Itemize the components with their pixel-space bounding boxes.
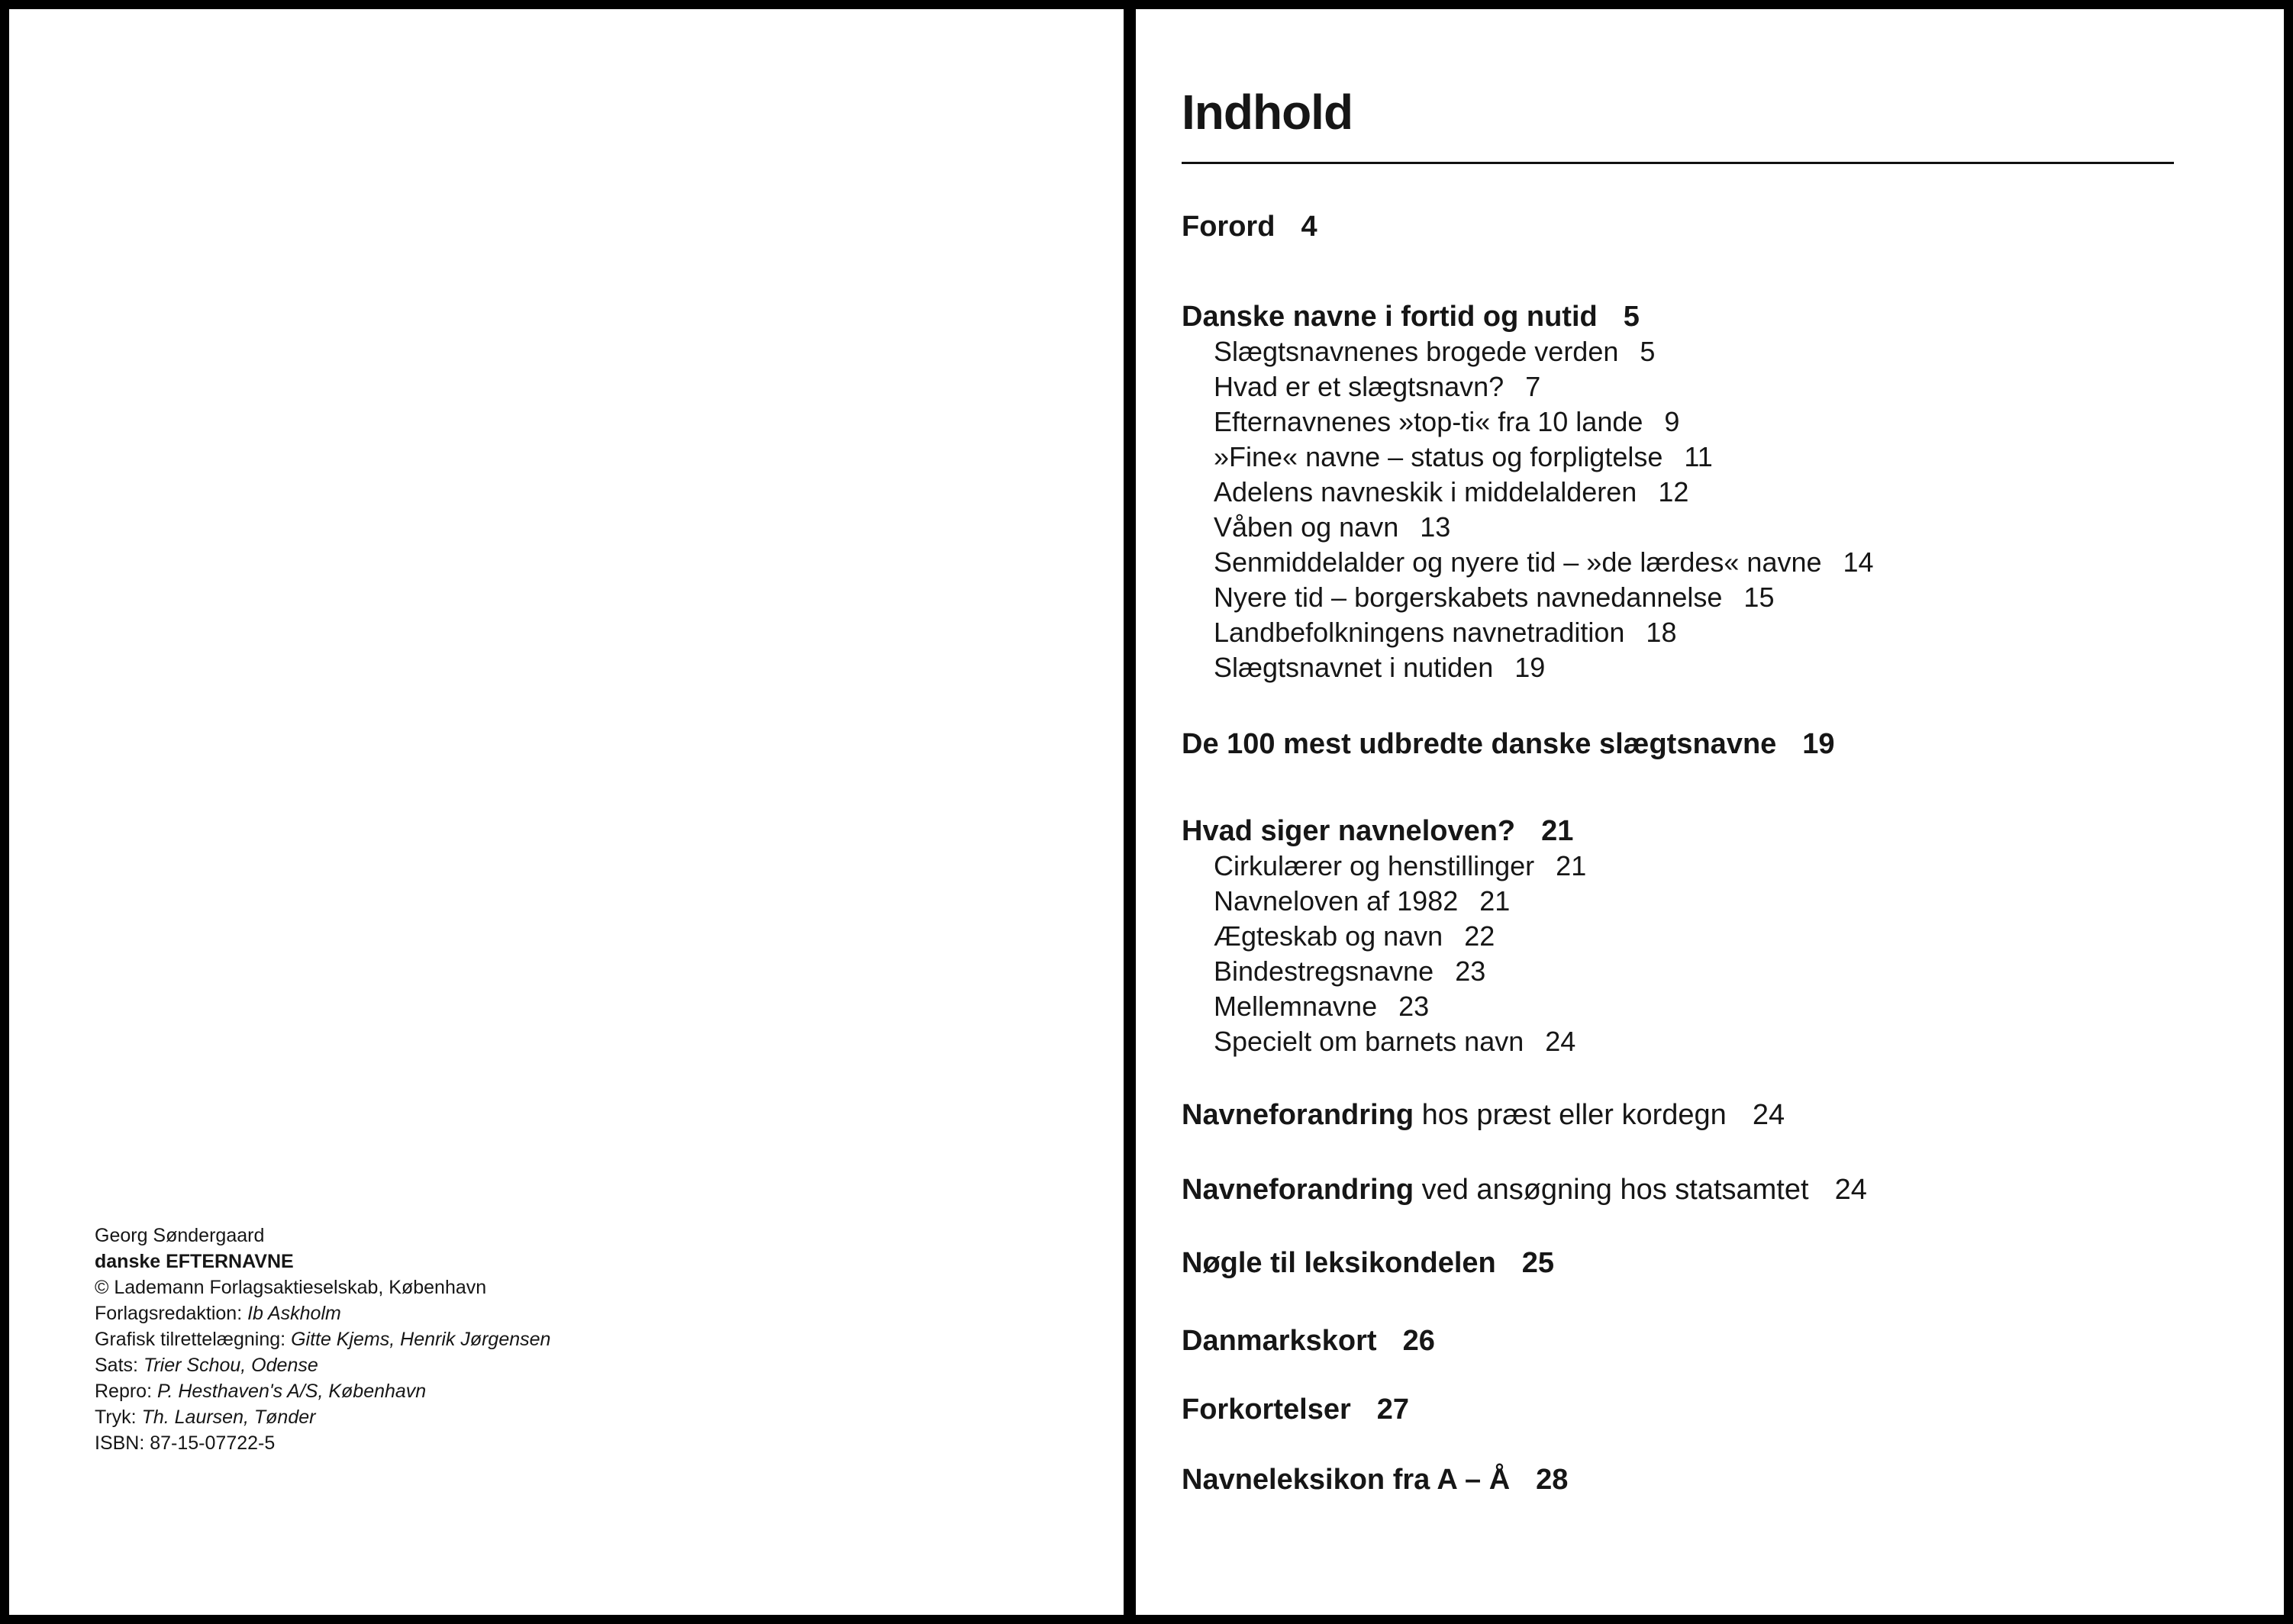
toc-subsection-page: 19 [1514, 652, 1546, 683]
colophon-copyright: © Lademann Forlagsaktieselskab, København [95, 1277, 487, 1298]
toc-section-page: 5 [1623, 301, 1640, 333]
toc-section-page: 26 [1402, 1325, 1435, 1357]
toc-section-title: Navneforandring [1182, 1174, 1414, 1206]
right-page [1136, 9, 2284, 1615]
toc-subsection [1214, 475, 1874, 510]
colophon-sats-label: Sats: [95, 1355, 138, 1376]
toc-section-title: Navneforandring [1182, 1099, 1414, 1131]
toc-subsection-list [1214, 849, 1586, 1059]
colophon-sats [95, 1352, 550, 1378]
toc-section-page: 25 [1521, 1247, 1555, 1279]
toc-subsection-title: Adelens navneskik i middelalderen [1214, 476, 1637, 508]
toc-section-title-rest: ved ansøgning hos statsamtet [1421, 1174, 1809, 1206]
toc-subsection-page: 14 [1843, 546, 1874, 578]
toc-subsection [1214, 919, 1586, 954]
toc-section-page: 24 [1752, 1099, 1785, 1131]
toc-subsection [1214, 989, 1586, 1024]
toc-subsection-title: »Fine« navne – status og forpligtelse [1214, 441, 1663, 472]
toc-section-title: De 100 mest udbredte danske slægtsnavne [1182, 728, 1777, 760]
toc-section-page: 4 [1301, 211, 1317, 243]
colophon-editor-value: Ib Askholm [247, 1303, 341, 1324]
toc-subsection-title: Mellemnavne [1214, 991, 1378, 1022]
toc-subsection-title: Bindestregsnavne [1214, 955, 1434, 987]
toc-section-100-mest [1182, 727, 1835, 762]
colophon-title: danske EFTERNAVNE [95, 1251, 294, 1272]
toc-section-page: 24 [1834, 1174, 1867, 1206]
toc-section-title: Navneleksikon fra A – Å [1182, 1464, 1511, 1496]
toc-subsection-title: Hvad er et slægtsnavn? [1214, 371, 1504, 402]
toc-section-title: Danske navne i fortid og nutid [1182, 301, 1598, 333]
toc-section-title: Forkortelser [1182, 1394, 1351, 1426]
toc-subsection-page: 5 [1640, 336, 1656, 367]
toc-subsection-title: Slægtsnavnet i nutiden [1214, 652, 1494, 683]
toc-heading-rule [1182, 162, 2174, 164]
toc-section-navneleksikon [1182, 1462, 1568, 1497]
toc-subsection-page: 12 [1658, 476, 1689, 508]
colophon-tryk-value: Th. Laursen, Tønder [141, 1406, 316, 1428]
toc-section-title: Nøgle til leksikondelen [1182, 1247, 1496, 1279]
toc-section-danmarkskort [1182, 1323, 1435, 1358]
toc-subsection-page: 11 [1684, 441, 1713, 472]
toc-subsection-page: 24 [1545, 1026, 1576, 1057]
colophon-repro-label: Repro: [95, 1381, 153, 1402]
toc-subsection-page: 21 [1479, 885, 1511, 917]
toc-subsection [1214, 1024, 1586, 1059]
colophon-author: Georg Søndergaard [95, 1225, 265, 1246]
toc-subsection [1214, 334, 1874, 369]
colophon-repro-value: P. Hesthaven's A/S, København [157, 1381, 427, 1402]
colophon [95, 1223, 550, 1456]
toc-subsection [1214, 369, 1874, 404]
toc-subsection-page: 23 [1398, 991, 1430, 1022]
toc-section-title-rest: hos præst eller kordegn [1421, 1099, 1727, 1131]
toc-subsection-title: Nyere tid – borgerskabets navnedannelse [1214, 582, 1723, 613]
toc-subsection [1214, 510, 1874, 545]
colophon-design-value: Gitte Kjems, Henrik Jørgensen [291, 1329, 551, 1350]
toc-heading: Indhold [1182, 85, 1353, 140]
toc-subsection-page: 13 [1420, 511, 1451, 543]
toc-subsection-title: Cirkulærer og henstillinger [1214, 850, 1535, 881]
toc-subsection-page: 18 [1646, 617, 1677, 648]
toc-subsection-title: Senmiddelalder og nyere tid – »de lærdes« navne [1214, 546, 1822, 578]
toc-subsection [1214, 884, 1586, 919]
toc-section-page: 27 [1376, 1394, 1410, 1426]
toc-subsection-page: 21 [1556, 850, 1587, 881]
toc-section-noegle [1182, 1245, 1554, 1281]
colophon-tryk-label: Tryk: [95, 1406, 137, 1428]
toc-section-navneforandring-praest [1182, 1097, 1785, 1133]
toc-subsection-page: 23 [1455, 955, 1486, 987]
colophon-editor [95, 1300, 550, 1326]
toc-section-title: Hvad siger navneloven? [1182, 815, 1516, 847]
toc-section-title: Danmarkskort [1182, 1325, 1377, 1357]
toc-subsection-title: Landbefolkningens navnetradition [1214, 617, 1625, 648]
toc-subsection [1214, 580, 1874, 615]
toc-subsection [1214, 954, 1586, 989]
colophon-sats-value: Trier Schou, Odense [143, 1355, 318, 1376]
toc-subsection-page: 22 [1464, 920, 1495, 952]
toc-subsection [1214, 849, 1586, 884]
toc-subsection-title: Navneloven af 1982 [1214, 885, 1459, 917]
toc-subsection [1214, 615, 1874, 650]
toc-section-forord [1182, 209, 1317, 244]
toc-section-page: 19 [1802, 728, 1835, 760]
toc-subsection-list [1214, 334, 1874, 685]
toc-subsection-page: 7 [1525, 371, 1541, 402]
toc-subsection [1214, 404, 1874, 440]
toc-section-navneforandring-statsamt [1182, 1172, 1867, 1207]
toc-subsection-title: Våben og navn [1214, 511, 1399, 543]
colophon-editor-label: Forlagsredaktion: [95, 1303, 243, 1324]
toc-section-forkortelser [1182, 1392, 1409, 1427]
toc-section-danske-navne [1182, 299, 1874, 685]
toc-subsection-title: Efternavnenes »top-ti« fra 10 lande [1214, 406, 1643, 437]
toc-section-navneloven [1182, 814, 1586, 1059]
colophon-isbn: ISBN: 87-15-07722-5 [95, 1432, 276, 1454]
colophon-tryk [95, 1404, 550, 1430]
toc-subsection [1214, 650, 1874, 685]
toc-subsection-title: Ægteskab og navn [1214, 920, 1443, 952]
toc-subsection [1214, 545, 1874, 580]
toc-subsection-page: 15 [1743, 582, 1775, 613]
toc-section-title: Forord [1182, 211, 1276, 243]
toc-subsection-title: Slægtsnavnenes brogede verden [1214, 336, 1619, 367]
toc-section-page: 28 [1536, 1464, 1569, 1496]
colophon-design-label: Grafisk tilrettelægning: [95, 1329, 286, 1350]
colophon-repro [95, 1378, 550, 1404]
colophon-design [95, 1326, 550, 1352]
toc-subsection-page: 9 [1664, 406, 1680, 437]
left-page [9, 9, 1124, 1615]
toc-subsection [1214, 440, 1874, 475]
toc-section-page: 21 [1541, 815, 1574, 847]
toc-subsection-title: Specielt om barnets navn [1214, 1026, 1524, 1057]
